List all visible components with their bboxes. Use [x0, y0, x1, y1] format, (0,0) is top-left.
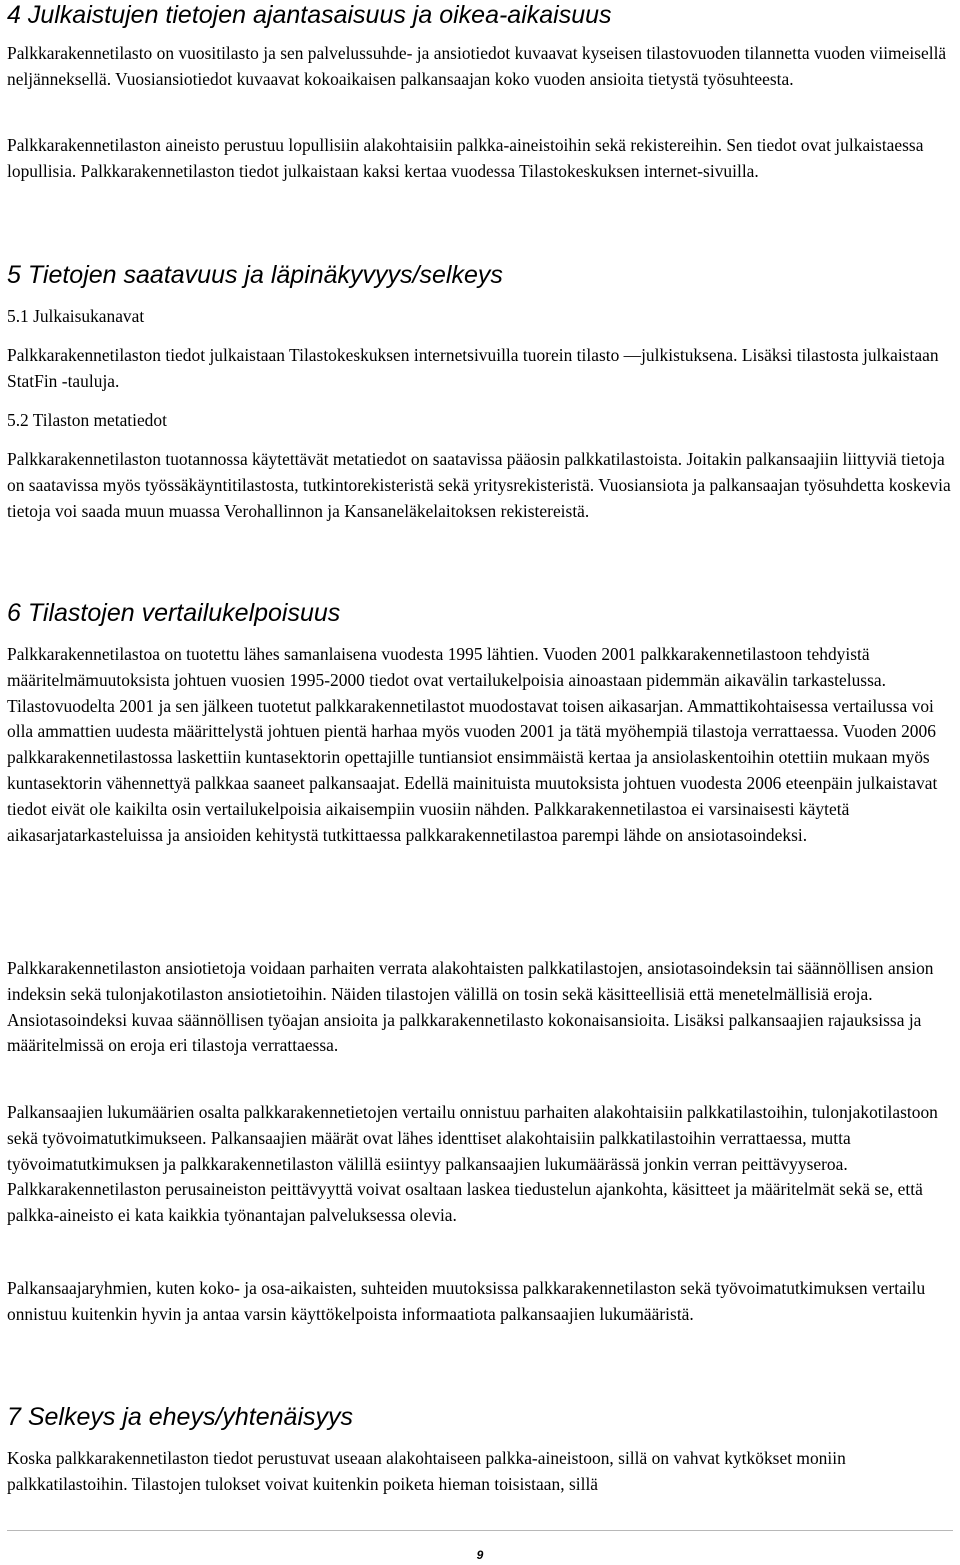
section-5-2-heading: 5.2 Tilaston metatiedot — [7, 410, 167, 430]
section-4-heading: 4 Julkaistujen tietojen ajantasaisuus ja oikea-aikaisuus — [7, 1, 612, 29]
section-7-heading: 7 Selkeys ja eheys/yhtenäisyys — [7, 1403, 354, 1431]
section-4-paragraph-1: Palkkarakennetilasto on vuositilasto ja sen palvelussuhde- ja ansiotiedot kuvaavat kyseisen tilastovuoden tilannetta vuoden viimeisellä neljänneksellä. Vuosiansiotiedot kuvaavat kokoaikaisen palkansaajan koko vuoden ansioita tietystä työsuhteesta. — [7, 43, 947, 89]
section-7-paragraph-1: Koska palkkarakennetilaston tiedot perustuvat useaan alakohtaiseen palkka-aineistoon, sillä on vahvat kytkökset moniin palkkatilastoihin. Tilastojen tulokset voivat kuitenkin poiketa hieman toisistaan, sillä — [7, 1448, 846, 1494]
section-4-paragraph-2: Palkkarakennetilaston aineisto perustuu lopullisiin alakohtaisiin palkka-aineistoihin sekä rekistereihin. Sen tiedot ovat julkaistaessa lopullisia. Palkkarakennetilaston tiedot julkaistaan kaksi kertaa vuodessa Tilastokeskuksen internet-sivuilla. — [7, 135, 924, 181]
section-6-paragraph-1: Palkkarakennetilastoa on tuotettu lähes samanlaisena vuodesta 1995 lähtien. Vuoden 2001 palkkarakennetilastoon tehdyistä määritelmämuutoksista johtuen vuosien 1995-2000 tiedot ovat vertailukelpoisia ainoastaan pidemmän aikavälin tarkastelussa. Tilastovuodelta 2001 ja sen jälkeen tuotetut palkkarakennetilastot muodostavat toisen aikasarjan. Ammattikohtaisessa vertailussa voi olla ammattien uudesta määrittelystä johtuen pientä harhaa myös vuoden 2001 ja tätä myöhempiä tilastoja verrattaessa. Vuoden 2006 palkkarakennetilastossa laskettiin kuntasektorin opettajille tuntiansiot ensimmäistä kertaa ja ansiolaskentoihin otettiin mukaan myös kuntasektorin vähennettyä palkkaa saaneet palkansaajat. Edellä mainituista muutoksista johtuen vuodesta 2006 eteenpäin julkaistavat tiedot eivät ole kaikilta osin vertailukelpoisia aikaisempiin vuosiin nähden. Palkkarakennetilastoa ei varsinaisesti käytetä aikasarjatarkasteluissa ja ansioiden kehitystä tutkittaessa palkkarakennetilastoa parempi lähde on ansiotasoindeksi. — [7, 644, 938, 845]
section-5-1-heading: 5.1 Julkaisukanavat — [7, 306, 145, 326]
section-5-2-paragraph: Palkkarakennetilaston tuotannossa käytettävät metatiedot on saatavissa pääosin palkkatilastoista. Joitakin palkansaajiin liittyviä tietoja on saatavissa myös työssäkäyntitilastosta, tutkintorekisteristä sekä yritysrekisteristä. Vuosiansiota ja palkansaajan työsuhdetta koskevia tietoja voi saada muun muassa Verohallinnon ja Kansaneläkelaitoksen rekistereistä. — [7, 449, 951, 521]
section-6-paragraph-3: Palkansaajien lukumäärien osalta palkkarakennetietojen vertailu onnistuu parhaiten alakohtaisiin palkkatilastoihin, tulonjakotilastoon sekä työvoimatutkimukseen. Palkansaajien määrät ovat lähes identtiset alakohtaisiin palkkatilastoihin verrattaessa, mutta työvoimatutkimuksen ja palkkarakennetilaston välillä esiintyy palkansaajien lukumäärässä jonkin verran peittävyyseroa. Palkkarakennetilaston perusaineiston peittävyyttä voivat osaltaan laskea tiedustelun ajankohta, käsitteet ja määritelmät sekä se, että palkka-aineisto ei kata kaikkia työnantajan palveluksessa olevia. — [7, 1102, 938, 1226]
section-6-paragraph-4: Palkansaajaryhmien, kuten koko- ja osa-aikaisten, suhteiden muutoksissa palkkarakennetilaston sekä työvoimatutkimuksen vertailu onnistuu kuitenkin hyvin ja antaa varsin käyttökelpoista informaatiota palkansaajien lukumääristä. — [7, 1278, 926, 1324]
section-6-paragraph-2: Palkkarakennetilaston ansiotietoja voidaan parhaiten verrata alakohtaisten palkkatilastojen, ansiotasoindeksin tai säännöllisen ansion indeksin sekä tulonjakotilaston ansiotietoihin. Näiden tilastojen välillä on tosin sekä käsitteellisiä että menetelmällisiä eroja. Ansiotasoindeksi kuvaa säännöllisen työajan ansioita ja palkkarakennetilasto kokonaisansioita. Lisäksi palkansaajien rajauksissa ja määritelmissä on eroja eri tilastoja verrattaessa. — [7, 958, 934, 1056]
section-5-heading: 5 Tietojen saatavuus ja läpinäkyvyys/selkeys — [7, 261, 503, 289]
section-6-heading: 6 Tilastojen vertailukelpoisuus — [7, 599, 341, 627]
section-5-1-paragraph: Palkkarakennetilaston tiedot julkaistaan Tilastokeskuksen internetsivuilla tuorein tilasto —julkistuksena. Lisäksi tilastosta julkaistaan StatFin -tauluja. — [7, 345, 939, 391]
page-number: 9 — [476, 1548, 484, 1562]
footer-divider — [7, 1530, 953, 1531]
